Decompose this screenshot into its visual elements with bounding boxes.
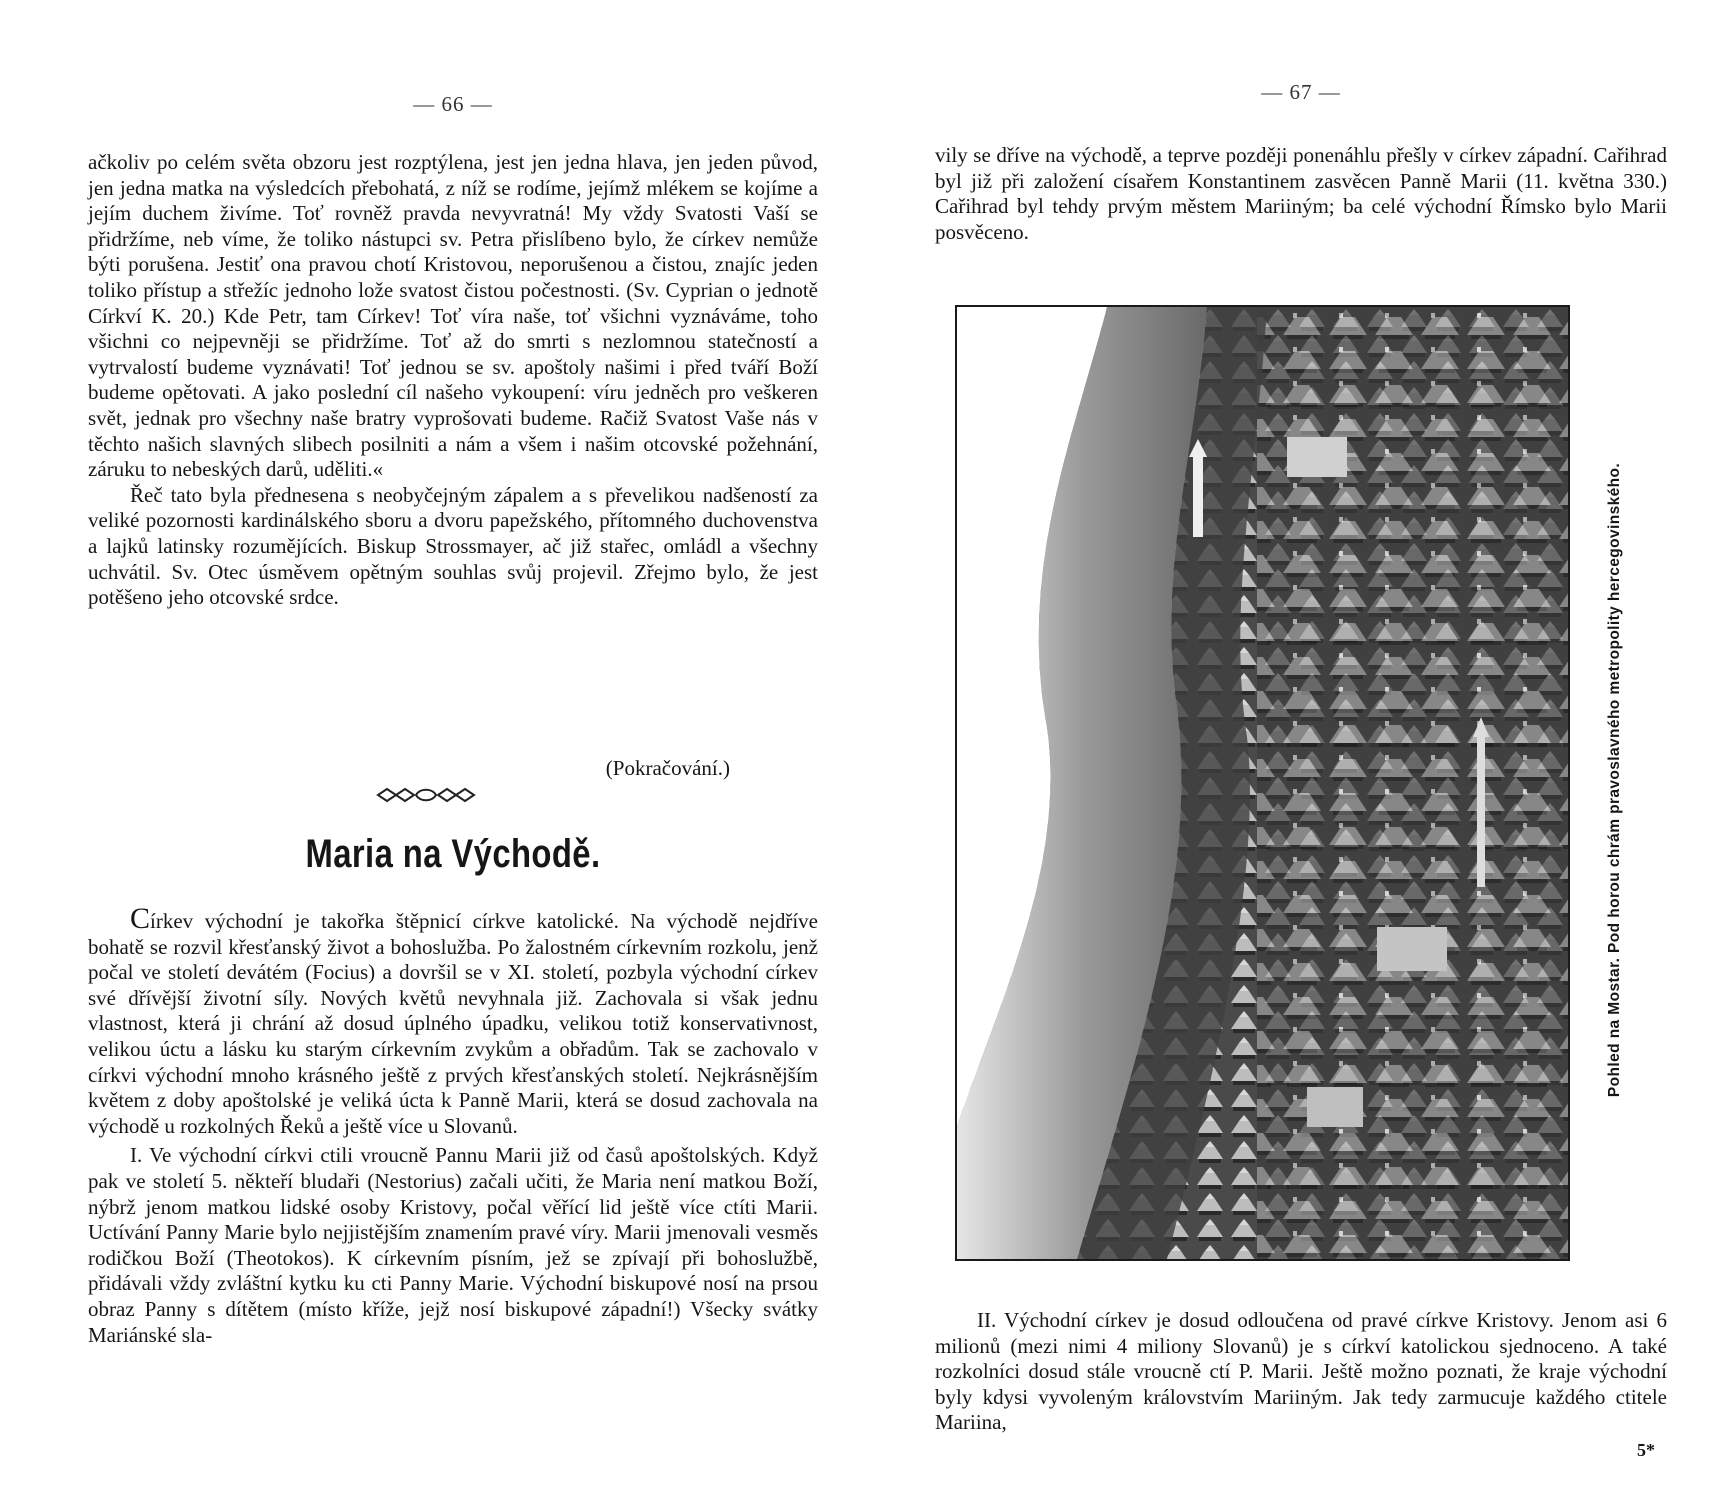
ornament-divider-icon bbox=[376, 786, 476, 804]
drop-cap: C bbox=[130, 902, 151, 935]
paragraph-text: írkev východní je takořka štěpnicí církve katolické. Na východě nejdříve bohatě se rozvil křesťanský život a bohoslužba. Po žalostném církevním rozkolu, jenž počal ve století devátém (Focius) a dovršil se v XI. století, pozbyla východní církev své dřívější životní síly. Nových květů nevyhnala již. Zachovala si však jednu vlastnost, která ji chrání až dosud úplného úpadku, velikou totiž konservativnost, velikou úctu a lásku ku starým církevním zvykům a obřadům. Tak se zachovalo v církvi východní mnoho krásného ještě z prvých křesťanských století. Nejkrásnějším květem z doby apoštolské je veliká úcta k Panně Marii, která se dosud zachovala na východě u rozkolných Řeků a ještě více u Slovanů. bbox=[88, 909, 818, 1138]
paragraph: Řeč tato byla přednesena s neobyčejným zápalem a s převelikou nadšeností za veliké pozornosti kardinálského sboru a dvoru papežského, přítomného duchovenstva a lajků latinsky rozumějících. Biskup Strossmayer, ač již stařec, omládl a všechny uchvátil. Sv. Otec úsměvem opětným souhlas svůj projevil. Zřejmo bylo, že jest potěšeno jeho otcovské srdce. bbox=[88, 482, 818, 610]
article-title: Maria na Východě. bbox=[305, 832, 601, 876]
page-number: — 67 — bbox=[1261, 80, 1341, 104]
article-body bbox=[88, 902, 818, 1348]
right-bottom-text bbox=[935, 1308, 1667, 1436]
photo-caption-text: Pohled na Mostar. Pod horou chrám pravoslavného metropolity hercegovinského. bbox=[1606, 462, 1624, 1098]
signature-mark: 5* bbox=[1637, 1440, 1655, 1460]
photo-caption bbox=[1595, 390, 1635, 1170]
left-top-text bbox=[88, 150, 818, 611]
photo-illustration bbox=[957, 307, 1568, 1259]
paragraph: II. Východní církev je dosud odloučena od pravé církve Kristovy. Jenom asi 6 milionů (mezi nimi 4 miliony Slovanů) je s církví katolickou sjednoceno. A také rozkolníci dosud stále vroucně ctí P. Marii. Ještě možno poznati, že kraje východní byly kdysi vyvoleným královstvím Mariiným. Jak tedy zarmucuje každého ctitele Mariina, bbox=[935, 1308, 1667, 1435]
left-page bbox=[88, 0, 818, 1500]
page-number: — 66 — bbox=[413, 92, 493, 116]
mostar-photo bbox=[955, 305, 1570, 1261]
right-page bbox=[935, 0, 1667, 1500]
paragraph: ačkoliv po celém světa obzoru jest rozptýlena, jest jen jedna hlava, jen jeden původ, jen jedna matka na výsledcích přebohatá, z níž se rodíme, jejímž mlékem se kojíme a jejím duchem živíme. Toť rovněž pravda nevyvratná! My vždy Svatosti Vaší se přidržíme, neb víme, že toliko nástupci sv. Petra přislíbeno bylo, že církev nemůže býti porušena. Jestiť ona pravou chotí Kristovou, neporušenou a čistou, znajíc jeden toliko přístup a střežíc jednoho lože svatost čistou počestnosti. (Sv. Cyprian o jednotě Církví K. 20.) Kde Petr, tam Církev! Toť víra naše, toť všichni vyznáváme, toho všichni co nejpevněji se přidržíme. Toť až do smrti s nezlomnou statečností a vytrvalostí budeme vyznávati! Toť jednou se sv. apoštoly našimi i před tváří Boží budeme opětovati. A jako poslední cíl našeho vykoupení: víru jedněch pro veškeren svět, jednak pro všechny naše bratry vyprošovati budeme. Račiž Svatost Vaše nás v těchto našich slavných slibech posilniti a nám a všem i našim otcovské požehnání, záruku to nebeských darů, uděliti.« bbox=[88, 150, 818, 482]
right-top-text bbox=[935, 143, 1667, 245]
paragraph bbox=[88, 902, 818, 1139]
paragraph: vily se dříve na východě, a teprve později ponenáhlu přešly v církev západní. Cařihrad byl již při založení císařem Konstantinem zasvěcen Panně Marii (11. května 330.) Cařihrad byl tehdy prvým městem Mariiným; ba celé východní Římsko bylo Marii posvěceno. bbox=[935, 143, 1667, 244]
continued-label: (Pokračování.) bbox=[605, 756, 730, 780]
paragraph: I. Ve východní církvi ctili vroucně Pannu Marii již od časů apoštolských. Když pak ve století 5. někteří bludaři (Nestorius) začali učiti, že Maria není matkou Boží, nýbrž jenom matkou lidské osoby Kristovy, počal věřící lid ještě více ctíti Marii. Uctívání Panny Marie bylo nejjistějším znamením pravé víry. Marii jmenovali vesměs rodičkou Boží (Theotokos). K církevním písním, jež se zpívají při bohoslužbě, přidávali vždy zvláštní kytku ku cti Panny Marie. Východní biskupové nosí na prsou obraz Panny s dítětem (místo kříže, jejž nosí biskupové západní!) Všecky svátky Mariánské sla- bbox=[88, 1143, 818, 1347]
